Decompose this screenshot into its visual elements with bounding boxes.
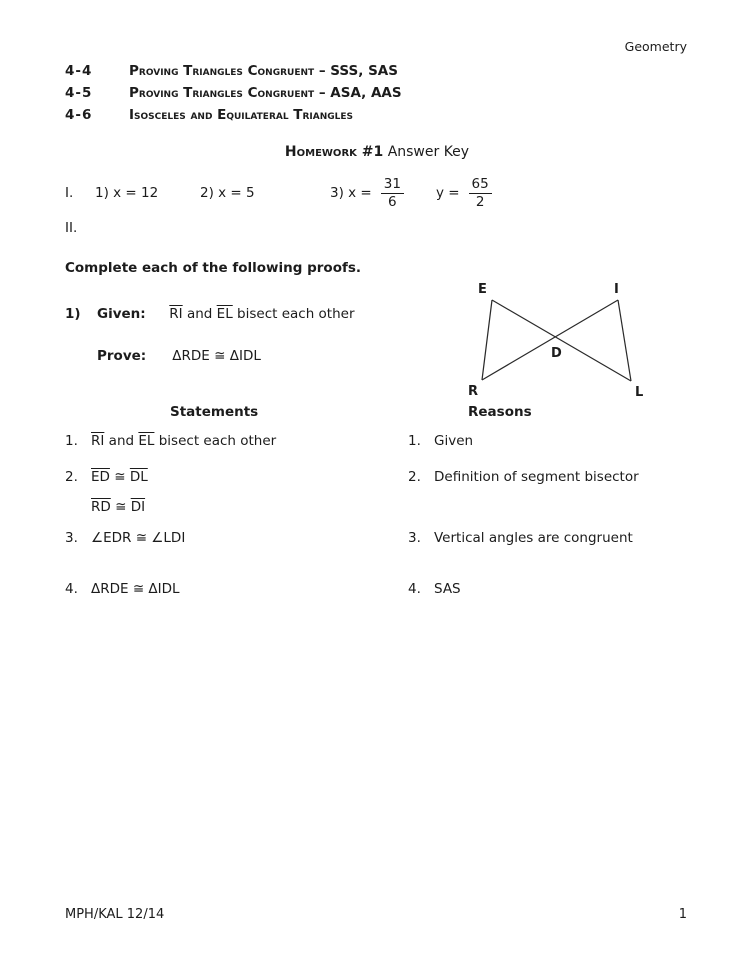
statement-number: 4.: [65, 581, 78, 597]
lesson-row: [65, 60, 709, 82]
fraction-y-numerator: 65: [469, 176, 492, 194]
fraction-x: [381, 176, 404, 211]
segment-RD: $\overline{RD}$: [91, 499, 111, 515]
segment-RI-line: [482, 300, 618, 380]
reason-1: [408, 433, 709, 449]
congruent-symbol: ≅: [115, 499, 127, 515]
answer-3-x: [330, 176, 404, 211]
segment-EL: $\overline{EL}$: [216, 306, 233, 322]
reason-2: [408, 469, 709, 515]
given-tail: bisect each other: [237, 306, 355, 322]
fraction-y-denominator: 2: [475, 193, 485, 210]
lesson-number: 4-4: [65, 63, 93, 79]
reason-number: 4.: [408, 581, 421, 597]
lesson-title: Isosceles and Equilateral Triangles: [129, 107, 354, 123]
answer-2: 2) x = 5: [200, 185, 255, 201]
answers-row: [65, 170, 709, 216]
fraction-y: [469, 176, 492, 211]
point-label-E: E: [478, 282, 487, 297]
congruent-symbol: ≅: [114, 469, 126, 485]
segment-ED: $\overline{ED}$: [91, 469, 110, 485]
segment-DI: $\overline{DI}$: [130, 499, 146, 515]
problem-number: 1): [65, 306, 81, 322]
reason-text: Vertical angles are congruent: [434, 530, 633, 546]
reason-number: 2.: [408, 469, 421, 485]
proof-header-row: [65, 404, 709, 420]
statement-connector: and: [108, 433, 135, 449]
fraction-x-denominator: 6: [388, 193, 397, 210]
statement-2-line-1: [65, 469, 408, 485]
homework-heading: [65, 144, 709, 160]
answer-y-prefix: y =: [435, 185, 460, 201]
reason-text: Definition of segment bisector: [434, 469, 639, 485]
lesson-title: Proving Triangles Congruent – SSS, SAS: [129, 63, 398, 79]
given-label: Given:: [97, 306, 146, 322]
segment-RI: $\overline{RI}$: [91, 433, 105, 449]
statement-2-line-2: [91, 499, 408, 515]
reason-3: [408, 530, 709, 546]
point-label-R: R: [468, 384, 479, 399]
lesson-title: Proving Triangles Congruent – ASA, AAS: [129, 85, 402, 101]
problem-1: [65, 282, 709, 400]
lesson-number: 4-6: [65, 107, 93, 123]
lesson-row: [65, 82, 709, 104]
footer-initials: MPH/KAL 12/14: [65, 907, 165, 922]
reason-4: [408, 581, 709, 597]
lesson-number: 4-5: [65, 85, 93, 101]
point-label-L: L: [635, 385, 644, 400]
reason-number: 3.: [408, 530, 421, 546]
given-connector: and: [186, 306, 213, 322]
point-label-I: I: [614, 282, 619, 297]
section-label-II: II.: [65, 220, 78, 236]
page-number: 1: [678, 907, 687, 922]
segment-IL-edge: [618, 300, 631, 381]
statement-1: [65, 433, 408, 449]
statement-text: ∠EDR ≅ ∠LDI: [91, 530, 186, 546]
statement-4: [65, 581, 408, 597]
reason-text: SAS: [434, 581, 461, 597]
fraction-x-numerator: 31: [381, 176, 404, 194]
segment-DL: $\overline{DL}$: [129, 469, 148, 485]
homework-subtitle: Answer Key: [387, 144, 470, 160]
reason-number: 1.: [408, 433, 421, 449]
segment-EL: $\overline{EL}$: [138, 433, 155, 449]
statement-number: 2.: [65, 469, 78, 485]
reasons-header: Reasons: [468, 404, 532, 420]
proof-row-3: [65, 530, 709, 546]
statement-tail: bisect each other: [158, 433, 277, 449]
proof-row-4: [65, 581, 709, 597]
statement-text: ΔRDE ≅ ΔIDL: [91, 581, 180, 597]
lesson-list: [65, 60, 709, 126]
statement-3: [65, 530, 408, 546]
answer-3-prefix: 3) x =: [330, 185, 372, 201]
lesson-row: [65, 104, 709, 126]
segment-EL-line: [492, 300, 631, 381]
answer-3-y: [436, 176, 492, 211]
prove-label: Prove:: [97, 348, 147, 364]
section-label-I: I.: [65, 185, 74, 201]
segment-RI: $\overline{RI}$: [169, 306, 183, 322]
statements-header: Statements: [170, 404, 259, 420]
statement-number: 3.: [65, 530, 78, 546]
triangle-diagram: [465, 278, 660, 403]
prove-statement: ΔRDE ≅ ΔIDL: [172, 348, 261, 364]
homework-title: Homework #1: [284, 144, 384, 160]
point-label-D: D: [551, 346, 562, 361]
proof-table: [65, 404, 709, 597]
course-label: Geometry: [624, 39, 687, 54]
directions-text: Complete each of the following proofs.: [65, 260, 362, 276]
proof-row-2: [65, 469, 709, 515]
statement-2: [65, 469, 408, 515]
segment-ER-edge: [482, 300, 492, 380]
proof-row-1: [65, 433, 709, 449]
statement-number: 1.: [65, 433, 78, 449]
answer-1: 1) x = 12: [95, 185, 159, 201]
reason-text: Given: [434, 433, 474, 449]
